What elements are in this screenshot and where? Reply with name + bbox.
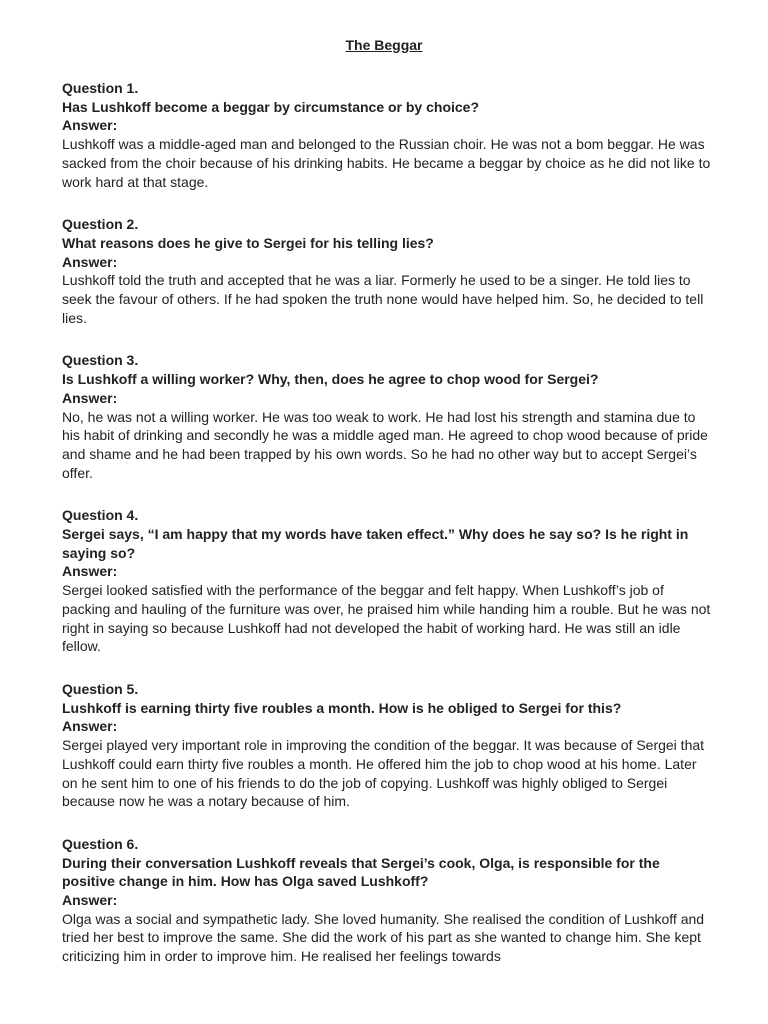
answer-label: Answer: xyxy=(62,563,118,580)
question-text: Sergei says, “I am happy that my words have taken effect.” Why does he say so? Is he right in saying so? xyxy=(62,526,689,561)
question-text: What reasons does he give to Sergei for his telling lies? xyxy=(62,234,434,251)
answer-text: Lushkoff was a middle-aged man and belonged to the Russian choir. He was not a bom beggar. He was sacked from the choir because of his drinking habits. He became a beggar by choice as he did not like to work hard at that stage. xyxy=(62,136,711,190)
question-text: During their conversation Lushkoff reveals that Sergei’s cook, Olga, is responsible for the positive change in him. How has Olga saved Lushkoff? xyxy=(62,854,660,890)
question-label: Question 5. xyxy=(62,680,139,697)
answer-text: Olga was a social and sympathetic lady. She loved humanity. She realised the condition of Lushkoff and tried her best to improve the same. She did the work of his part as she wanted to change him. She kept criticizing him in order to improve him. He realised her feelings towards xyxy=(62,910,705,965)
question-text: Has Lushkoff become a beggar by circumstance or by choice? xyxy=(62,98,480,115)
answer-text: Sergei played very important role in improving the condition of the beggar. It was because of Sergei that Lushkoff could earn thirty five roubles a month. He offered him the job to chop wood at his home. Later on he sent him to one of his friends to do the job of copying. Lushkoff was highly obliged to Sergei because now he was a notary because of him. xyxy=(62,737,705,810)
answer-label: Answer: xyxy=(62,892,118,909)
qa-block-6 xyxy=(62,835,712,966)
question-text: Lushkoff is earning thirty five roubles a month. How is he obliged to Sergei for this? xyxy=(62,699,622,716)
qa-block-5 xyxy=(62,680,712,811)
qa-block-4 xyxy=(62,506,712,656)
question-label: Question 2. xyxy=(62,216,139,233)
question-label: Question 3. xyxy=(62,352,139,369)
qa-block-3 xyxy=(62,351,712,482)
answer-label: Answer: xyxy=(62,718,118,735)
question-text: Is Lushkoff a willing worker? Why, then, does he agree to chop wood for Sergei? xyxy=(62,371,599,388)
qa-block-2 xyxy=(62,215,712,327)
document-content xyxy=(62,79,712,990)
answer-label: Answer: xyxy=(62,253,118,270)
answer-label: Answer: xyxy=(62,117,118,134)
answer-label: Answer: xyxy=(62,389,118,406)
question-label: Question 4. xyxy=(62,507,139,524)
question-label: Question 6. xyxy=(62,835,139,852)
answer-text: No, he was not a willing worker. He was too weak to work. He had lost his strength and stamina due to his habit of drinking and secondly he was a middle aged man. He agreed to chop wood because of pride and shame and he had been trapped by his own words. So he had no other way but to accept Sergei’s offer. xyxy=(62,408,708,481)
answer-text: Lushkoff told the truth and accepted that he was a liar. Formerly he used to be a singer. He told lies to seek the favour of others. If he had spoken the truth none would have helped him. So, he decided to tell lies. xyxy=(62,272,704,326)
answer-text: Sergei looked satisfied with the performance of the beggar and felt happy. When Lushkoff’s job of packing and hauling of the furniture was over, he praised him while handing him a rouble. But he was not right in saying so because Lushkoff had not developed the habit of working hard. He was still an idle fellow. xyxy=(62,582,711,655)
question-label: Question 1. xyxy=(62,80,139,96)
document-title: The Beggar xyxy=(345,37,423,53)
qa-block-1 xyxy=(62,79,712,191)
